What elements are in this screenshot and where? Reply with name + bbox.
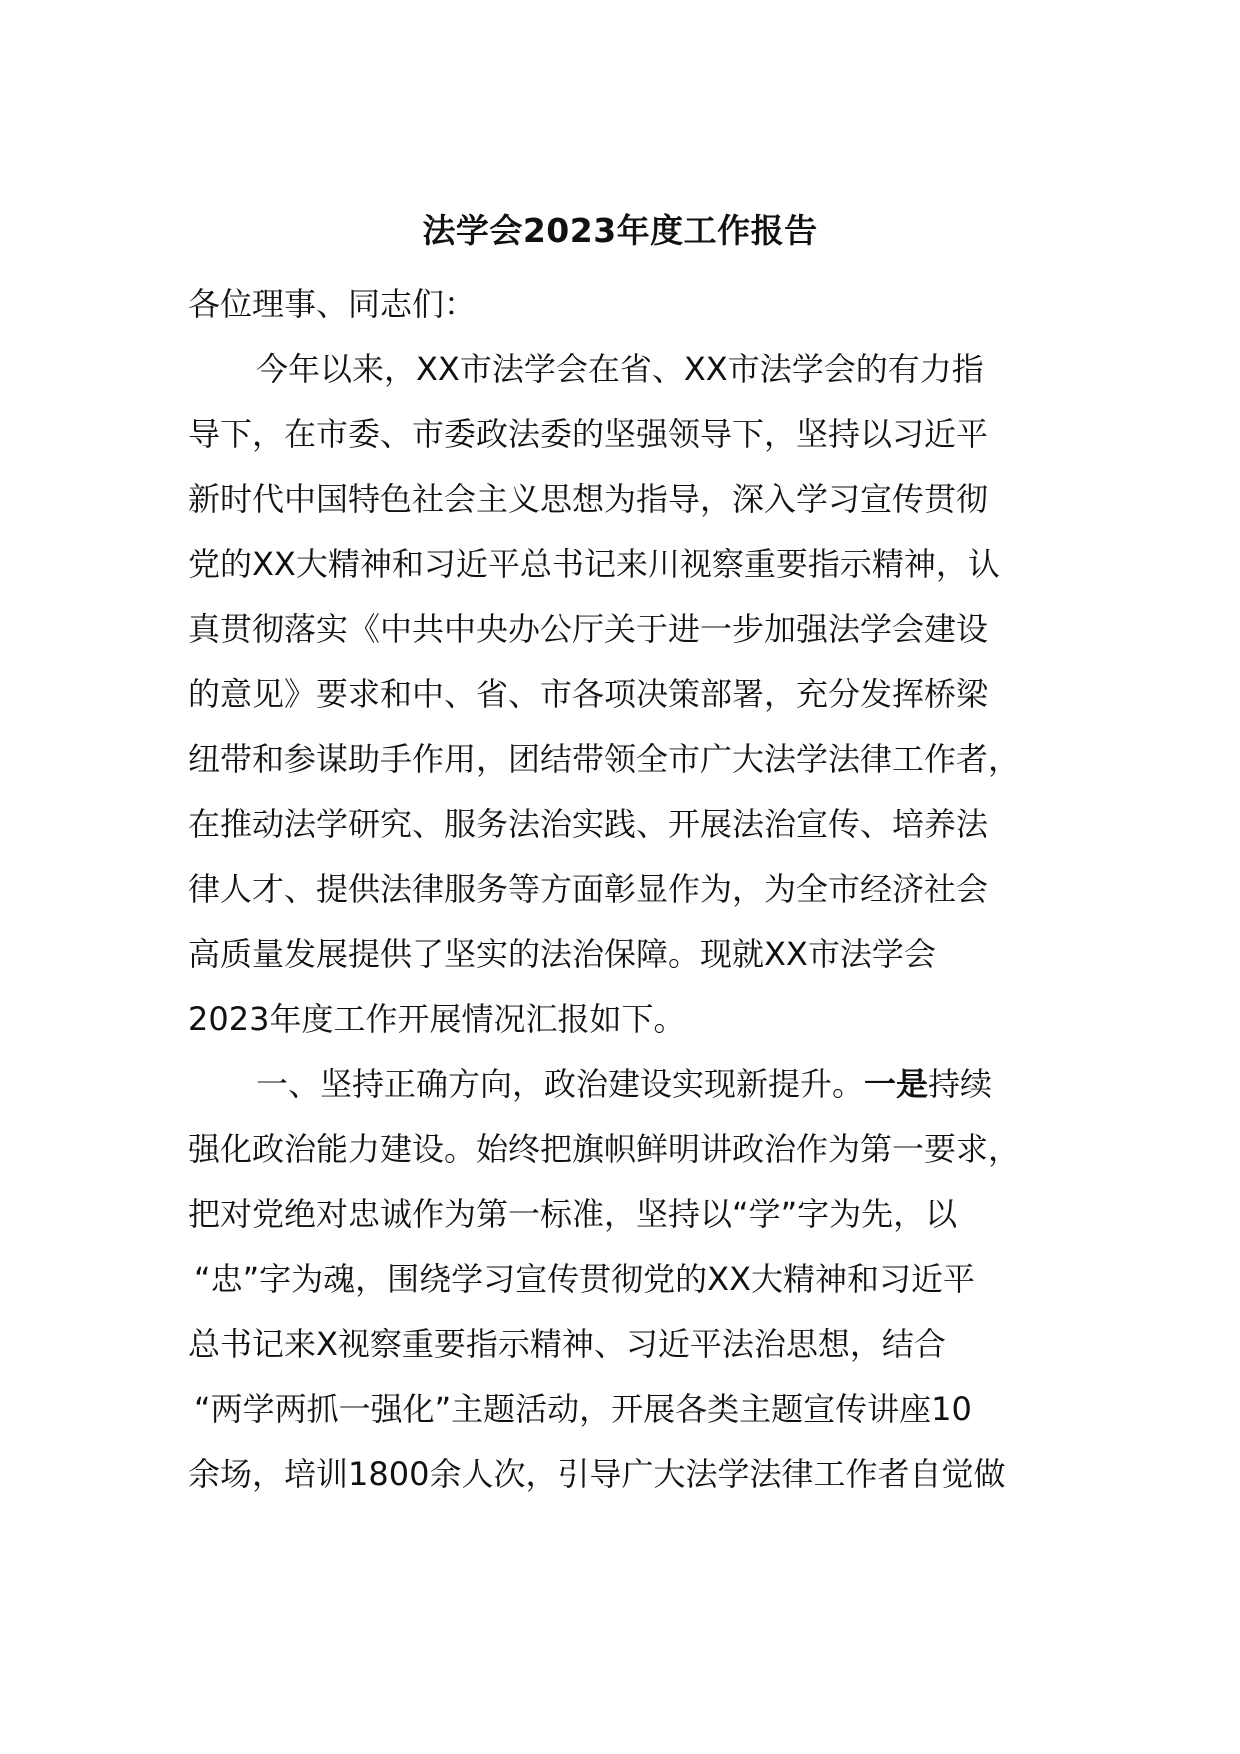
paragraph-line: 在推动法学研究、服务法治实践、开展法治宣传、培养法 (188, 805, 989, 843)
section-line: 余场，培训1800余人次，引导广大法学法律工作者自觉做 (188, 1455, 1006, 1493)
paragraph-line: 律人才、提供法律服务等方面彰显作为，为全市经济社会 (188, 870, 989, 908)
paragraph-line: 新时代中国特色社会主义思想为指导，深入学习宣传贯彻 (188, 480, 989, 518)
paragraph-line: 2023年度工作开展情况汇报如下。 (188, 1000, 686, 1038)
section-line: “两学两抓一强化”主题活动，开展各类主题宣传讲座10 (194, 1390, 972, 1428)
report-body (188, 272, 1068, 1507)
paragraph-line: 真贯彻落实《中共中央办公厅关于进一步加强法学会建设 (188, 610, 989, 648)
section-heading-line (188, 1052, 1068, 1117)
paragraph-line: 导下，在市委、市委政法委的坚强领导下，坚持以习近平 (188, 415, 989, 453)
paragraph-line: 高质量发展提供了坚实的法治保障。现就XX市法学会 (188, 935, 936, 973)
section-line: 总书记来X视察重要指示精神、习近平法治思想，结合 (188, 1325, 946, 1363)
section-heading: 一、坚持正确方向，政治建设实现新提升。 (256, 1065, 865, 1103)
section-lead-rest: 持续 (928, 1065, 993, 1103)
paragraph-line: 党的XX大精神和习近平总书记来川视察重要指示精神，认 (188, 545, 1000, 583)
section-line: “忠”字为魂，围绕学习宣传贯彻党的XX大精神和习近平 (194, 1260, 976, 1298)
paragraph-line: 的意见》要求和中、省、市各项决策部署，充分发挥桥梁 (188, 675, 989, 713)
section-lead-bold: 一是 (864, 1065, 929, 1103)
paragraph-line: 纽带和参谋助手作用，团结带领全市广大法学法律工作者， (188, 740, 1021, 778)
section-line: 强化政治能力建设。始终把旗帜鲜明讲政治作为第一要求， (188, 1130, 1021, 1168)
section-line: 把对党绝对忠诚作为第一标准，坚持以“学”字为先，以 (188, 1195, 958, 1233)
salutation: 各位理事、同志们： (188, 285, 477, 323)
report-title: 法学会2023年度工作报告 (422, 211, 818, 250)
paragraph-line: 今年以来，XX市法学会在省、XX市法学会的有力指 (256, 350, 984, 388)
